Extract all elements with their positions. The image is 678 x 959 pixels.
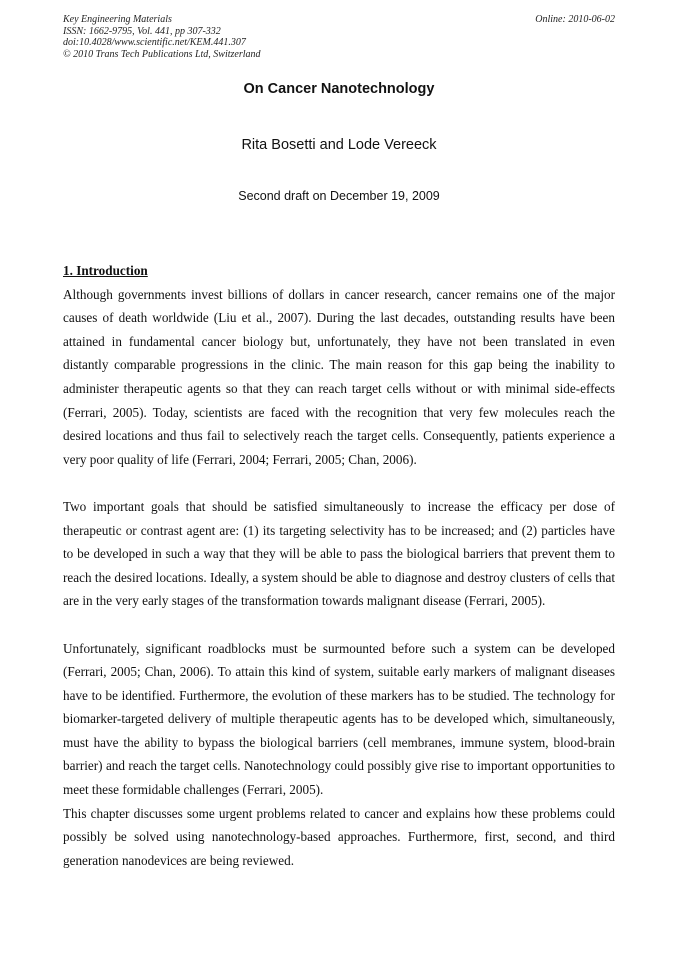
- draft-note: Second draft on December 19, 2009: [238, 189, 440, 203]
- paper-body: [63, 259, 615, 872]
- paper-authors: Rita Bosetti and Lode Vereeck: [241, 137, 437, 153]
- paragraph: This chapter discusses some urgent problems related to cancer and explains how these problems could possibly be solved using nanotechnology-based approaches. Furthermore, first, second, and third generation nanodevices are being reviewed.: [63, 805, 615, 868]
- paragraph: Two important goals that should be satisfied simultaneously to increase the efficacy per dose of therapeutic or contrast agent are: (1) its targeting selectivity has to be increased; and (2) particles have to be developed in such a way that they will be able to pass the biological barriers that prevent them to reach the desired locations. Ideally, a system should be able to diagnose and destroy clusters of cells that are in the very early stages of the transformation towards malignant disease (Ferrari, 2005).: [63, 498, 615, 609]
- journal-header: [63, 14, 261, 60]
- paper-title: On Cancer Nanotechnology: [243, 81, 435, 97]
- journal-copyright: © 2010 Trans Tech Publications Ltd, Switzerland: [63, 48, 261, 60]
- journal-name: Key Engineering Materials: [63, 14, 172, 25]
- paragraph: Although governments invest billions of dollars in cancer research, cancer remains one of the major causes of death worldwide (Liu et al., 2007). During the last decades, outstanding results have been attained in fundamental cancer biology but, unfortunately, they have not been translated in even distantly comparable progressions in the clinic. The main reason for this gap being the inability to administer therapeutic agents so that they can reach target cells without or with minimal side-effects (Ferrari, 2005). Today, scientists are faced with the recognition that very few molecules reach the desired locations and thus fail to selectively reach the target cells. Consequently, patients experience a very poor quality of life (Ferrari, 2004; Ferrari, 2005; Chan, 2006).: [63, 286, 615, 467]
- journal-doi: doi:10.4028/www.scientific.net/KEM.441.307: [63, 37, 246, 48]
- paragraph: Unfortunately, significant roadblocks must be surmounted before such a system can be developed (Ferrari, 2005; Chan, 2006). To attain this kind of system, suitable early markers of malignant diseases have to be identified. Furthermore, the evolution of these markers has to be studied. The technology for biomarker-targeted delivery of multiple therapeutic agents has to be developed which, simultaneously, must have the ability to bypass the biological barriers (cell membranes, immune system, blood-brain barrier) and reach the target cells. Nanotechnology could possibly give rise to important opportunities to meet these formidable challenges (Ferrari, 2005).: [63, 640, 615, 798]
- section-heading: 1. Introduction: [63, 263, 148, 278]
- online-date: Online: 2010-06-02: [535, 14, 615, 25]
- journal-issn: ISSN: 1662-9795, Vol. 441, pp 307-332: [63, 25, 221, 37]
